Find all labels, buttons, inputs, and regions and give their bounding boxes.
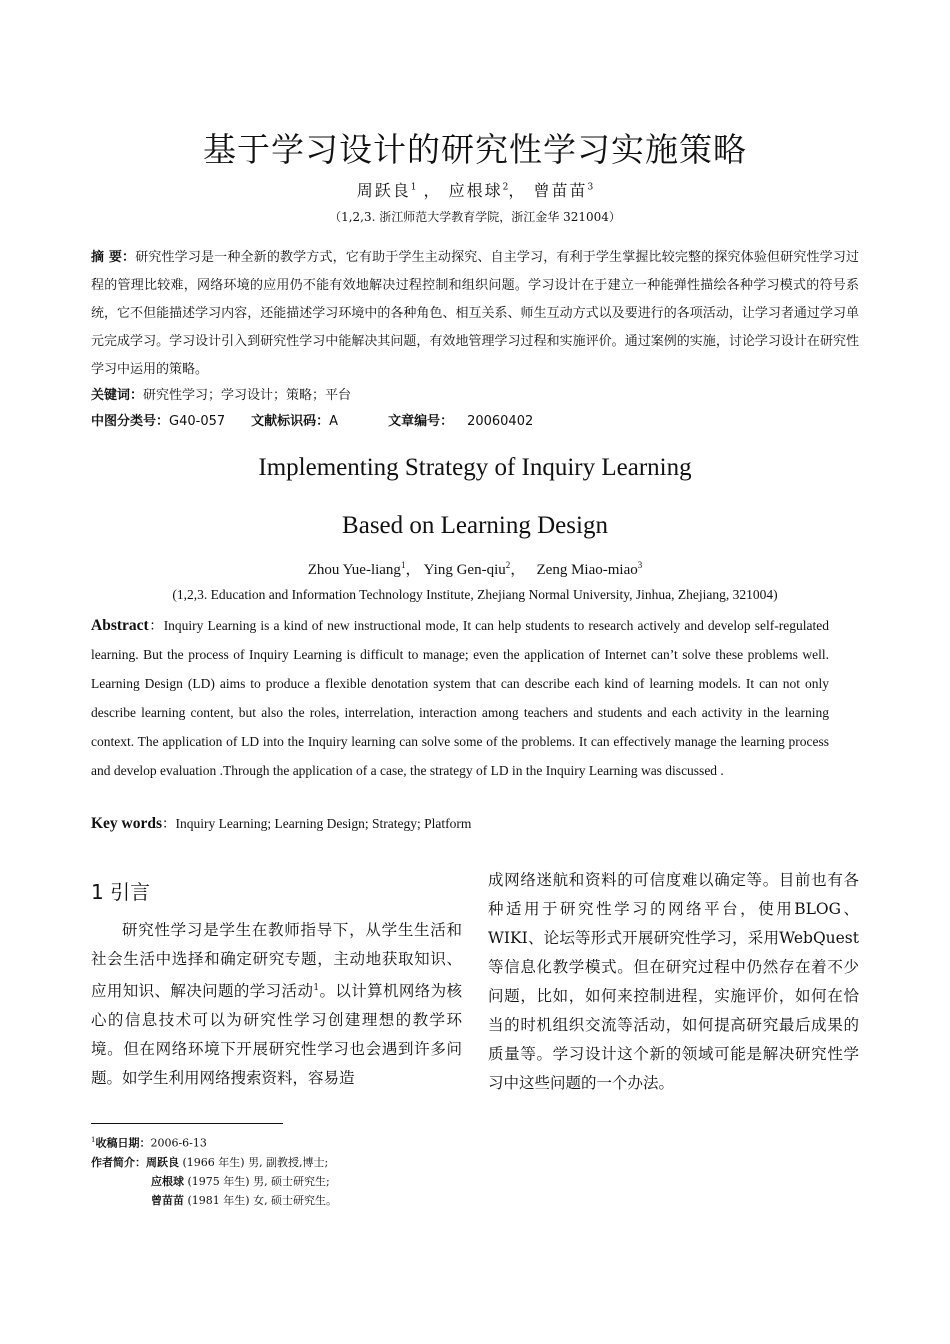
- keywords-en: [91, 812, 829, 833]
- author-separator: ，: [510, 562, 526, 578]
- footnote-label: 作者简介：: [91, 1155, 146, 1169]
- keywords-en-label: Key words: [91, 815, 163, 832]
- bio-text: (1975 年生) 男, 硕士研究生;: [184, 1174, 330, 1188]
- author-name: 周跃良: [356, 181, 411, 200]
- abstract-cn-label: 摘 要：: [91, 250, 136, 265]
- abstract-en-label: Abstract: [91, 617, 149, 634]
- classification-line: [91, 410, 859, 429]
- paper-title-cn: 基于学习设计的研究性学习实施策略: [203, 130, 747, 169]
- author-affil-sup: 1: [400, 560, 406, 570]
- footnote-value: 2006-6-13: [150, 1136, 207, 1150]
- body-paragraph: [91, 916, 462, 1093]
- footnote-bio: [91, 1191, 591, 1210]
- author-separator: ，: [405, 562, 421, 578]
- article-no-value: 20060402: [467, 414, 534, 429]
- doc-code-value: A: [329, 414, 339, 429]
- author-affil-sup: 3: [587, 182, 594, 193]
- keywords-cn: [91, 384, 859, 403]
- paragraph-text: 。以计算机网络为核心的信息技术可以为研究性学习创建理想的教学环境。但在网络环境下开展研究性学习也会遇到许多问题。如学生利用网络搜索资料，容易造: [91, 982, 462, 1088]
- abstract-en-text: Inquiry Learning is a kind of new instructional mode, It can help students to research actively and develop self-regulated learning. But the process of Inquiry Learning is difficult to manage; even the application of Internet can’t solve these problems well. Learning Design (LD) aims to produce a flexible denotation system that can describe each kind of learning models. It can not only describe learning content, but also the roles, interrelation, interaction among teachers and students and each activity in the learning context. The application of LD into the Inquiry learning can solve some of the problems. It can effectively manage the learning process and develop evaluation .Through the application of a case, the strategy of LD in the Inquiry Learning was discussed .: [91, 618, 829, 778]
- article-no-label: 文章编号：: [388, 414, 454, 429]
- author-name: 应根球: [448, 181, 503, 200]
- bio-text: (1981 年生) 女, 硕士研究生。: [184, 1193, 338, 1207]
- body-column-right: [488, 866, 859, 1098]
- author-separator: ，: [508, 181, 527, 200]
- bio-text: (1966 年生) 男, 副教授,博士;: [179, 1155, 329, 1169]
- clc-label: 中图分类号：: [91, 414, 170, 429]
- footnote-sup: 1: [91, 1136, 96, 1144]
- body-column-left: [91, 916, 462, 1093]
- bio-name: 应根球: [151, 1174, 184, 1188]
- author-name-en: Zhou Yue-liang: [307, 562, 401, 578]
- abstract-en: [91, 611, 829, 785]
- paper-title-en-line2: Based on Learning Design: [342, 512, 608, 539]
- author-name-en: Zeng Miao-miao: [536, 562, 638, 578]
- author-list-en: [0, 558, 950, 579]
- footnote-divider: [91, 1123, 283, 1124]
- paper-title-en-line1: Implementing Strategy of Inquiry Learning: [258, 454, 692, 481]
- keywords-en-text: Inquiry Learning; Learning Design; Strategy; Platform: [175, 816, 472, 831]
- author-name: 曾苗苗: [533, 181, 588, 200]
- author-list-cn: [0, 178, 950, 201]
- author-affil-sup: 2: [502, 182, 509, 193]
- footnotes: [91, 1131, 591, 1210]
- affiliation-en: (1,2,3. Education and Information Technology Institute, Zhejiang Normal University, Jinhua, Zhejiang, 321004): [172, 587, 778, 602]
- author-name-en: Ying Gen-qiu: [423, 562, 506, 578]
- keywords-cn-text: 研究性学习；学习设计；策略；平台: [143, 388, 352, 403]
- affiliation-cn: （1,2,3. 浙江师范大学教育学院，浙江金华 321004）: [329, 210, 621, 224]
- author-separator: ，: [416, 181, 442, 200]
- abstract-cn: [91, 244, 859, 384]
- body-paragraph: 成网络迷航和资料的可信度难以确定等。目前也有各种适用于研究性学习的网络平台，使用BLOG、WIKI、论坛等形式开展研究性学习，采用WebQuest等信息化教学模式。但在研究过程中仍然存在着不少问题，比如，如何来控制进程，实施评价，如何在恰当的时机组织交流等活动，如何提高研究最后成果的质量等。学习设计这个新的领域可能是解决研究性学习中这些问题的一个办法。: [488, 871, 859, 1092]
- footnote-received: [91, 1131, 591, 1153]
- citation-sup: 1: [313, 983, 320, 993]
- doc-code-label: 文献标识码：: [251, 414, 330, 429]
- bio-name: 周跃良: [146, 1155, 179, 1169]
- clc-value: G40-057: [169, 414, 226, 429]
- footnote-bio: [91, 1172, 591, 1191]
- author-affil-sup: 1: [410, 182, 417, 193]
- footnote-bio: [91, 1153, 591, 1172]
- section-heading-introduction: 1 引言: [91, 880, 151, 904]
- footnote-label: 收稿日期：: [95, 1136, 151, 1150]
- bio-name: 曾苗苗: [151, 1193, 184, 1207]
- author-affil-sup: 3: [637, 560, 643, 570]
- keywords-en-colon: ：: [162, 816, 176, 831]
- paragraph-text: 研究性学习是学生在教师指导下，从学生生活和社会生活中选择和确定研究专题，主动地获取知识、应用知识、解决问题的学习活动: [91, 921, 462, 1001]
- abstract-en-colon: ：: [148, 618, 164, 633]
- author-affil-sup: 2: [505, 560, 511, 570]
- abstract-cn-text: 研究性学习是一种全新的教学方式，它有助于学生主动探究、自主学习，有利于学生掌握比较完整的探究体验但研究性学习过程的管理比较难，网络环境的应用仍不能有效地解决过程控制和组织问题。学习设计在于建立一种能弹性描绘各种学习模式的符号系统，它不但能描述学习内容，还能描述学习环境中的各种角色、相互关系、师生互动方式以及要进行的各项活动，让学习者通过学习单元完成学习。学习设计引入到研究性学习中能解决其问题，有效地管理学习过程和实施评价。通过案例的实施，讨论学习设计在研究性学习中运用的策略。: [91, 250, 859, 377]
- keywords-cn-label: 关键词：: [91, 388, 144, 403]
